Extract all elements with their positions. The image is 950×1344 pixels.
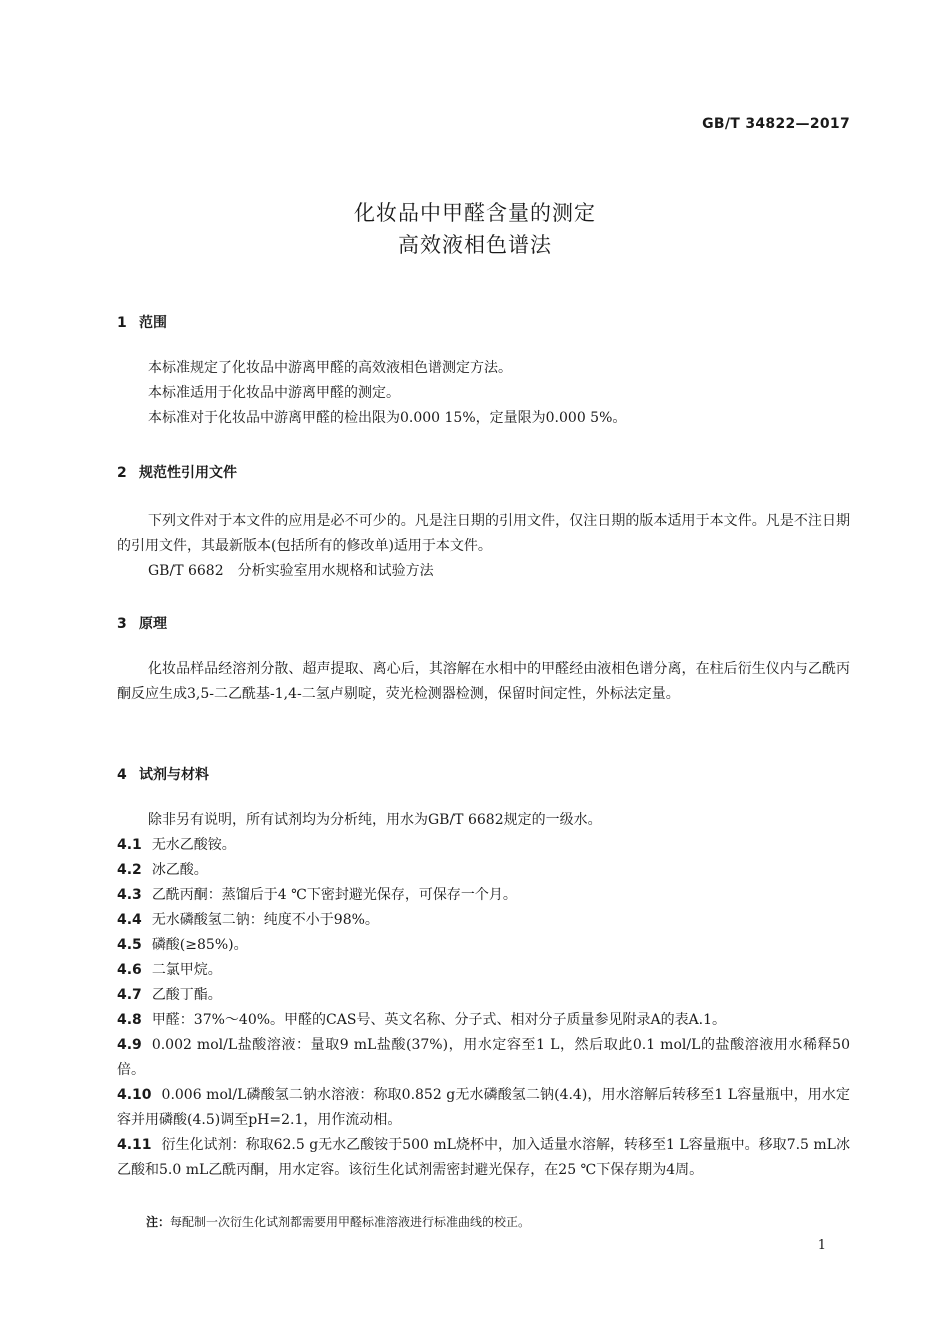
item-number: 4.5 — [117, 937, 142, 953]
note-text: 每配制一次衍生化试剂都需要用甲醛标准溶液进行标准曲线的校正。 — [170, 1215, 531, 1229]
list-item — [117, 1083, 850, 1133]
item-text: 冰乙酸。 — [151, 862, 208, 878]
section-title: 范围 — [139, 315, 167, 331]
section-title: 规范性引用文件 — [139, 465, 237, 481]
item-number: 4.2 — [117, 862, 142, 878]
item-number: 4.10 — [117, 1087, 152, 1103]
item-text: 衍生化试剂：称取62.5 g无水乙酸铵于500 mL烧杯中，加入适量水溶解，转移至1 L容量瓶中。移取7.5 mL冰乙酸和5.0 mL乙酰丙酮，用水定容。该衍生化试剂需密封避光保存，在25 ℃下保存期为4周。 — [117, 1137, 850, 1178]
list-item — [117, 833, 850, 858]
list-item — [117, 1008, 850, 1033]
section-title: 试剂与材料 — [139, 767, 209, 783]
note-label: 注： — [146, 1215, 171, 1229]
paragraph: 本标准适用于化妆品中游离甲醛的测定。 — [148, 385, 400, 401]
section-heading-scope — [117, 312, 167, 332]
list-item — [117, 858, 850, 883]
section-number: 3 — [117, 616, 127, 632]
list-item — [117, 958, 850, 983]
paragraph: 化妆品样品经溶剂分散、超声提取、离心后，其溶解在水相中的甲醛经由液相色谱分离，在柱后衍生仪内与乙酰丙酮反应生成3,5-二乙酰基-1,4-二氢卢剔啶，荧光检测器检测，保留时间定性，外标法定量。 — [117, 661, 850, 702]
page-number: 1 — [817, 1238, 826, 1253]
item-text: 0.006 mol/L磷酸氢二钠水溶液：称取0.852 g无水磷酸氢二钠(4.4)，用水溶解后转移至1 L容量瓶中，用水定容并用磷酸(4.5)调至pH=2.1，用作流动相。 — [117, 1087, 850, 1128]
item-number: 4.1 — [117, 837, 142, 853]
list-item — [117, 883, 850, 908]
item-number: 4.6 — [117, 962, 142, 978]
note — [146, 1213, 530, 1230]
item-text: 乙酰丙酮：蒸馏后于4 ℃下密封避光保存，可保存一个月。 — [151, 887, 517, 903]
section-title: 原理 — [139, 616, 167, 632]
paragraph: 本标准规定了化妆品中游离甲醛的高效液相色谱测定方法。 — [148, 360, 512, 376]
list-item — [117, 983, 850, 1008]
section-heading-reagents — [117, 764, 209, 784]
item-number: 4.4 — [117, 912, 142, 928]
item-text: 甲醛：37%～40%。甲醛的CAS号、英文名称、分子式、相对分子质量参见附录A的表A.1。 — [151, 1012, 727, 1028]
section-heading-normative-references — [117, 462, 237, 482]
document-title: 化妆品中甲醛含量的测定 — [354, 201, 596, 225]
document-subtitle: 高效液相色谱法 — [398, 233, 552, 257]
item-text: 磷酸(≥85%)。 — [151, 937, 248, 953]
item-text: 0.002 mol/L盐酸溶液：量取9 mL盐酸(37%)，用水定容至1 L，然后取此0.1 mol/L的盐酸溶液用水稀释50倍。 — [117, 1037, 850, 1078]
item-number: 4.8 — [117, 1012, 142, 1028]
item-text: 无水乙酸铵。 — [151, 837, 236, 853]
paragraph: 除非另有说明，所有试剂均为分析纯，用水为GB/T 6682规定的一级水。 — [148, 812, 602, 828]
list-item — [117, 933, 850, 958]
item-number: 4.11 — [117, 1137, 152, 1153]
standard-number: GB/T 34822—2017 — [702, 116, 850, 132]
item-text: 二氯甲烷。 — [151, 962, 222, 978]
reference-entry: GB/T 6682 分析实验室用水规格和试验方法 — [148, 563, 434, 579]
list-item — [117, 1133, 850, 1183]
item-number: 4.7 — [117, 987, 142, 1003]
section-heading-principle — [117, 613, 167, 633]
item-number: 4.9 — [117, 1037, 142, 1053]
item-text: 无水磷酸氢二钠：纯度不小于98%。 — [151, 912, 379, 928]
item-text: 乙酸丁酯。 — [151, 987, 222, 1003]
item-number: 4.3 — [117, 887, 142, 903]
paragraph: 本标准对于化妆品中游离甲醛的检出限为0.000 15%，定量限为0.000 5%。 — [148, 410, 627, 426]
section-number: 4 — [117, 767, 127, 783]
list-item — [117, 1033, 850, 1083]
list-item — [117, 908, 850, 933]
section-number: 2 — [117, 465, 127, 481]
section-number: 1 — [117, 315, 127, 331]
paragraph: 下列文件对于本文件的应用是必不可少的。凡是注日期的引用文件，仅注日期的版本适用于本文件。凡是不注日期的引用文件，其最新版本(包括所有的修改单)适用于本文件。 — [117, 513, 850, 554]
